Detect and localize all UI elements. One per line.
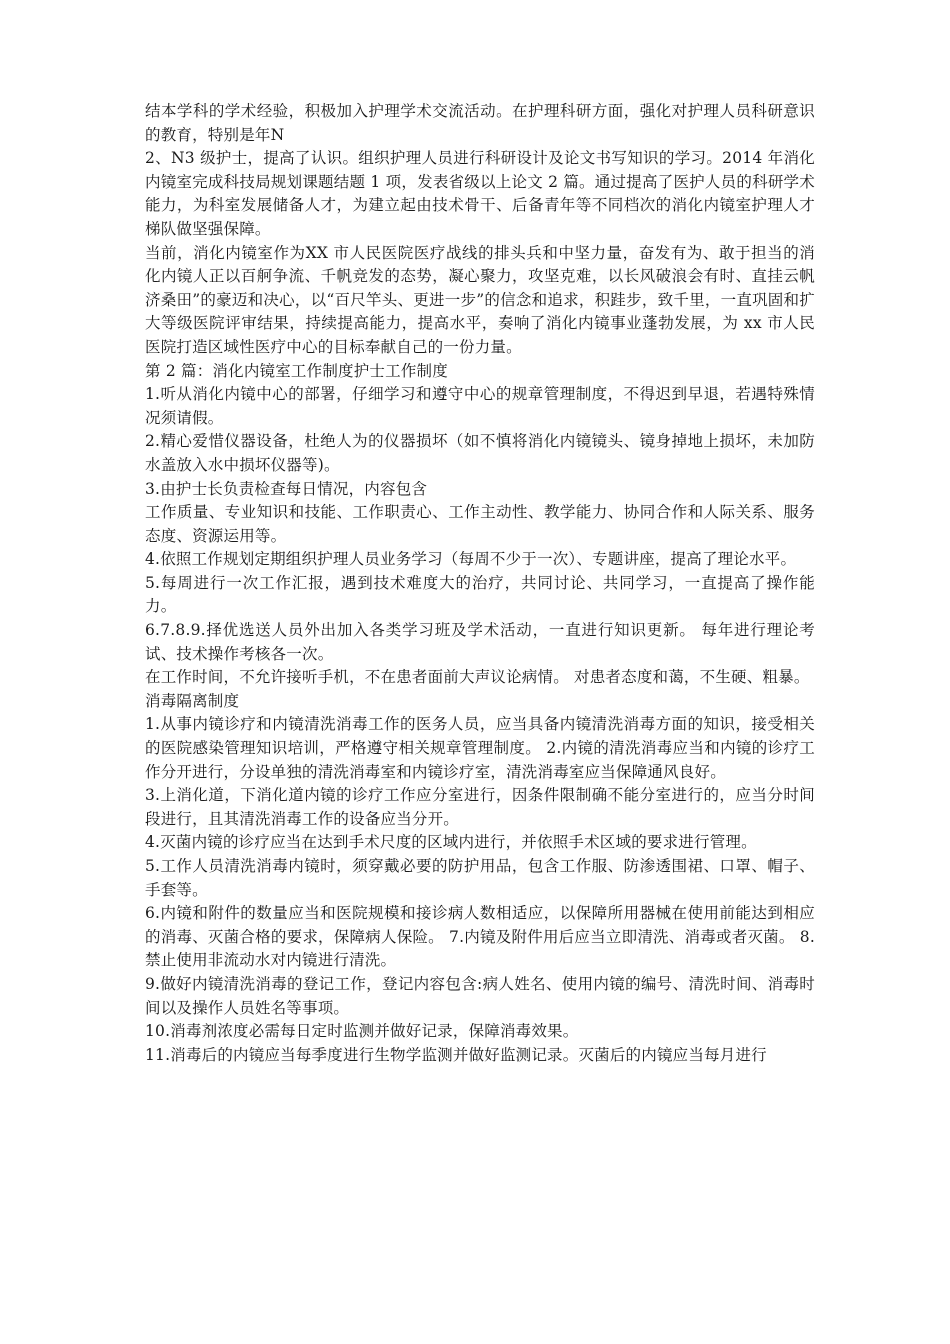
section-heading-disinfection: 消毒隔离制度 xyxy=(145,691,240,710)
paragraph-research-experience: 结本学科的学术经验，积极加入护理学术交流活动。在护理科研方面，强化对护理人员科研意识的教育，特别是年N xyxy=(145,102,815,144)
paragraph-current-status: 当前，消化内镜室作为XX 市人民医院医疗战线的排头兵和中坚力量，奋发有为、敢于担当的消化内镜人正以百舸争流、千帆竞发的态势，凝心聚力，攻坚克难，以长风破浪会有时、直挂云帆济桑田”的豪迈和决心，以“百尺竿头、更进一步”的信念和追求，积跬步，致千里，一直巩固和扩大等级医院评审结果，持续提高能力，提高水平，奏响了消化内镜事业蓬勃发展，为 xx 市人民医院打造区域性医疗中心的目标奉献自己的一份力量。 xyxy=(145,243,815,356)
rule-item-4: 4.依照工作规划定期组织护理人员业务学习（每周不少于一次）、专题讲座，提高了理论水平。 xyxy=(145,550,797,569)
section-heading-work-system: 第 2 篇：消化内镜室工作制度护士工作制度 xyxy=(145,361,448,380)
rule-item-6-9: 6.7.8.9.择优选送人员外出加入各类学习班及学术活动，一直进行知识更新。 每年进行理论考试、技术操作考核各一次。 xyxy=(145,621,815,663)
disinfection-item-5: 5.工作人员清洗消毒内镜时，须穿戴必要的防护用品，包含工作服、防渗透围裙、口罩、帽子、手套等。 xyxy=(145,857,815,899)
rule-item-2: 2.精心爱惜仪器设备，杜绝人为的仪器损坏（如不慎将消化内镜镜头、镜身掉地上损坏，未加防水盖放入水中损坏仪器等)。 xyxy=(145,432,815,474)
rule-item-3-detail: 工作质量、专业知识和技能、工作职责心、工作主动性、教学能力、协同合作和人际关系、服务态度、资源运用等。 xyxy=(145,503,815,545)
disinfection-item-9: 9.做好内镜清洗消毒的登记工作，登记内容包含:病人姓名、使用内镜的编号、清洗时间、消毒时间以及操作人员姓名等事项。 xyxy=(145,974,815,1017)
rule-conduct: 在工作时间，不允许接听手机，不在患者面前大声议论病情。 对患者态度和蔼，不生硬、粗暴。 xyxy=(145,668,810,687)
disinfection-item-11: 11.消毒后的内镜应当每季度进行生物学监测并做好监测记录。灭菌后的内镜应当每月进行 xyxy=(145,1045,767,1064)
disinfection-item-4: 4.灭菌内镜的诊疗应当在达到手术尺度的区域内进行，并依照手术区域的要求进行管理。 xyxy=(145,833,757,852)
disinfection-item-3: 3.上消化道，下消化道内镜的诊疗工作应分室进行，因条件限制确不能分室进行的，应当分时间段进行，且其清洗消毒工作的设备应当分开。 xyxy=(145,786,815,828)
rule-item-1: 1.听从消化内镜中心的部署，仔细学习和遵守中心的规章管理制度，不得迟到早退，若遇特殊情况须请假。 xyxy=(145,385,815,427)
rule-item-3: 3.由护士长负责检查每日情况，内容包含 xyxy=(145,479,428,498)
rule-item-5: 5.每周进行一次工作汇报，遇到技术难度大的治疗，共同讨论、共同学习，一直提高了操作能力。 xyxy=(145,573,815,616)
disinfection-item-1-2: 1.从事内镜诊疗和内镜清洗消毒工作的医务人员，应当具备内镜清洗消毒方面的知识，接受相关的医院感染管理知识培训，严格遵守相关规章管理制度。 2.内镜的清洗消毒应当和内镜的诊疗工作分开进行，分设单独的清洗消毒室和内镜诊疗室，清洗消毒室应当保障通风良好。 xyxy=(145,715,815,781)
document-page xyxy=(145,100,815,1067)
disinfection-item-6-8: 6.内镜和附件的数量应当和医院规模和接诊病人数相适应，以保障所用器械在使用前能达到相应的消毒、灭菌合格的要求，保障病人保险。 7.内镜及附件用后应当立即清洗、消毒或者灭菌。 8.禁止使用非流动水对内镜进行清洗。 xyxy=(145,904,815,970)
paragraph-n3-nurses: 2、N3 级护士，提高了认识。组织护理人员进行科研设计及论文书写知识的学习。2014 年消化内镜室完成科技局规划课题结题 1 项，发表省级以上论文 2 篇。通过提高了医护人员的科研学术能力，为科室发展储备人才，为建立起由技术骨干、后备青年等不同档次的消化内镜室护理人才梯队做坚强保障。 xyxy=(145,149,815,238)
disinfection-item-10: 10.消毒剂浓度必需每日定时监测并做好记录，保障消毒效果。 xyxy=(145,1022,579,1041)
